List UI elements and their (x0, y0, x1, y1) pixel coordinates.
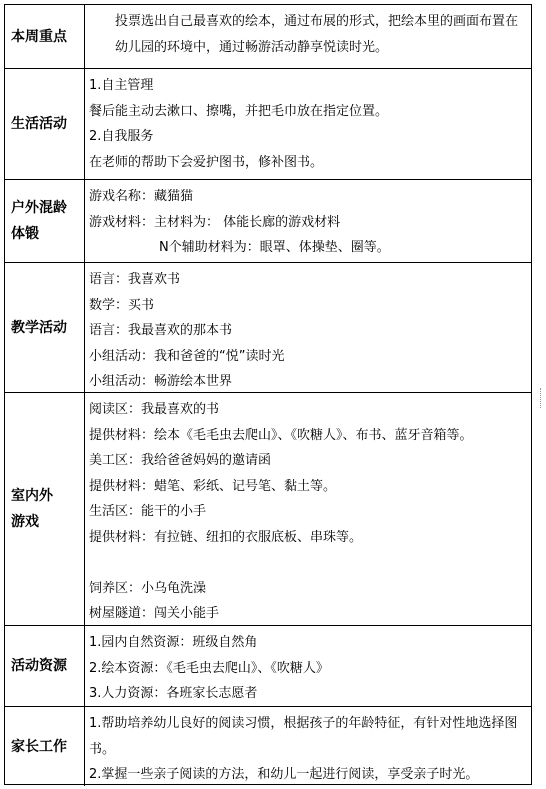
content-line: 2.自我服务 (89, 129, 154, 144)
content-line: 1.园内自然资源：班级自然角 (89, 635, 258, 650)
content-line: 饲养区：小乌龟洗澡 (89, 580, 207, 596)
row-content (85, 5, 531, 68)
content-line: 提供材料：绘本《毛毛虫去爬山》、《吹糖人》、布书、蓝牙音箱等。 (89, 427, 473, 443)
row-label-line: 室内外 (11, 488, 53, 504)
row-focus (5, 5, 531, 69)
row-resources (5, 626, 531, 707)
row-content (85, 393, 531, 625)
row-content (85, 180, 531, 262)
content-line: 树屋隧道：闯关小能手 (89, 606, 220, 621)
content-line: 提供材料：有拉链、纽扣的衣服底板、串珠等。 (89, 529, 363, 545)
row-label-line: 体锻 (11, 226, 39, 242)
weekly-plan-table (4, 4, 532, 785)
row-label: 生活活动 (5, 69, 85, 179)
content-line: 1.自主管理 (89, 78, 154, 93)
row-label: 教学活动 (5, 263, 85, 392)
content-line: 小组活动：我和爸爸的“悦”读时光 (89, 348, 285, 364)
row-label: 活动资源 (5, 626, 85, 706)
content-line: 数学：买书 (89, 297, 155, 313)
row-label: 本周重点 (5, 5, 85, 68)
row-content (85, 263, 531, 392)
row-label-line: 户外混龄 (11, 200, 67, 216)
row-label (5, 393, 85, 625)
row-parents (5, 707, 531, 786)
content-line: 语言：我喜欢书 (89, 272, 181, 287)
content-line: 餐后能主动去漱口、擦嘴，并把毛巾放在指定位置。 (89, 103, 389, 119)
row-teaching (5, 263, 531, 393)
parent-item: 1.帮助培养幼儿良好的阅读习惯，根据孩子的年龄特征，有针对性地选择图书。 (89, 716, 518, 757)
content-line: 在老师的帮助下会爱护图书，修补图书。 (89, 154, 324, 170)
content-line: N个辅助材料为：眼罩、体操垫、圈等。 (159, 240, 390, 255)
parent-item: 2.掌握一些亲子阅读的方法，和幼儿一起进行阅读，享受亲子时光。 (89, 767, 479, 782)
content-line: 阅读区：我最喜欢的书 (89, 402, 220, 417)
content-line: 2.绘本资源：《毛毛虫去爬山》、《吹糖人》 (89, 660, 329, 676)
row-outdoor (5, 180, 531, 263)
row-life (5, 69, 531, 180)
content-line: 3.人力资源：各班家长志愿者 (89, 686, 258, 701)
content-line: 生活区：能干的小手 (89, 504, 207, 519)
row-content (85, 69, 531, 179)
content-line: 游戏名称：藏猫猫 (89, 189, 194, 204)
row-games (5, 393, 531, 626)
blank-line (89, 550, 527, 576)
row-content (85, 626, 531, 706)
content-line: 美工区：我给爸爸妈妈的邀请函 (89, 453, 272, 468)
focus-text: 投票选出自己最喜欢的绘本，通过布展的形式，把绘本里的画面布置在幼儿园的环境中，通过畅游活动静享悦读时光。 (115, 14, 519, 55)
content-line: 小组活动：畅游绘本世界 (89, 374, 233, 389)
page-edge-mark (540, 388, 543, 408)
content-line: 提供材料：蜡笔、彩纸、记号笔、黏土等。 (89, 478, 337, 494)
row-label: 家长工作 (5, 707, 85, 786)
content-line: 游戏材料：主材料为： 体能长廊的游戏材料 (89, 214, 341, 230)
row-label (5, 180, 85, 262)
row-label-line: 游戏 (11, 514, 39, 530)
row-content (85, 707, 531, 786)
content-line: 语言：我最喜欢的那本书 (89, 323, 233, 338)
